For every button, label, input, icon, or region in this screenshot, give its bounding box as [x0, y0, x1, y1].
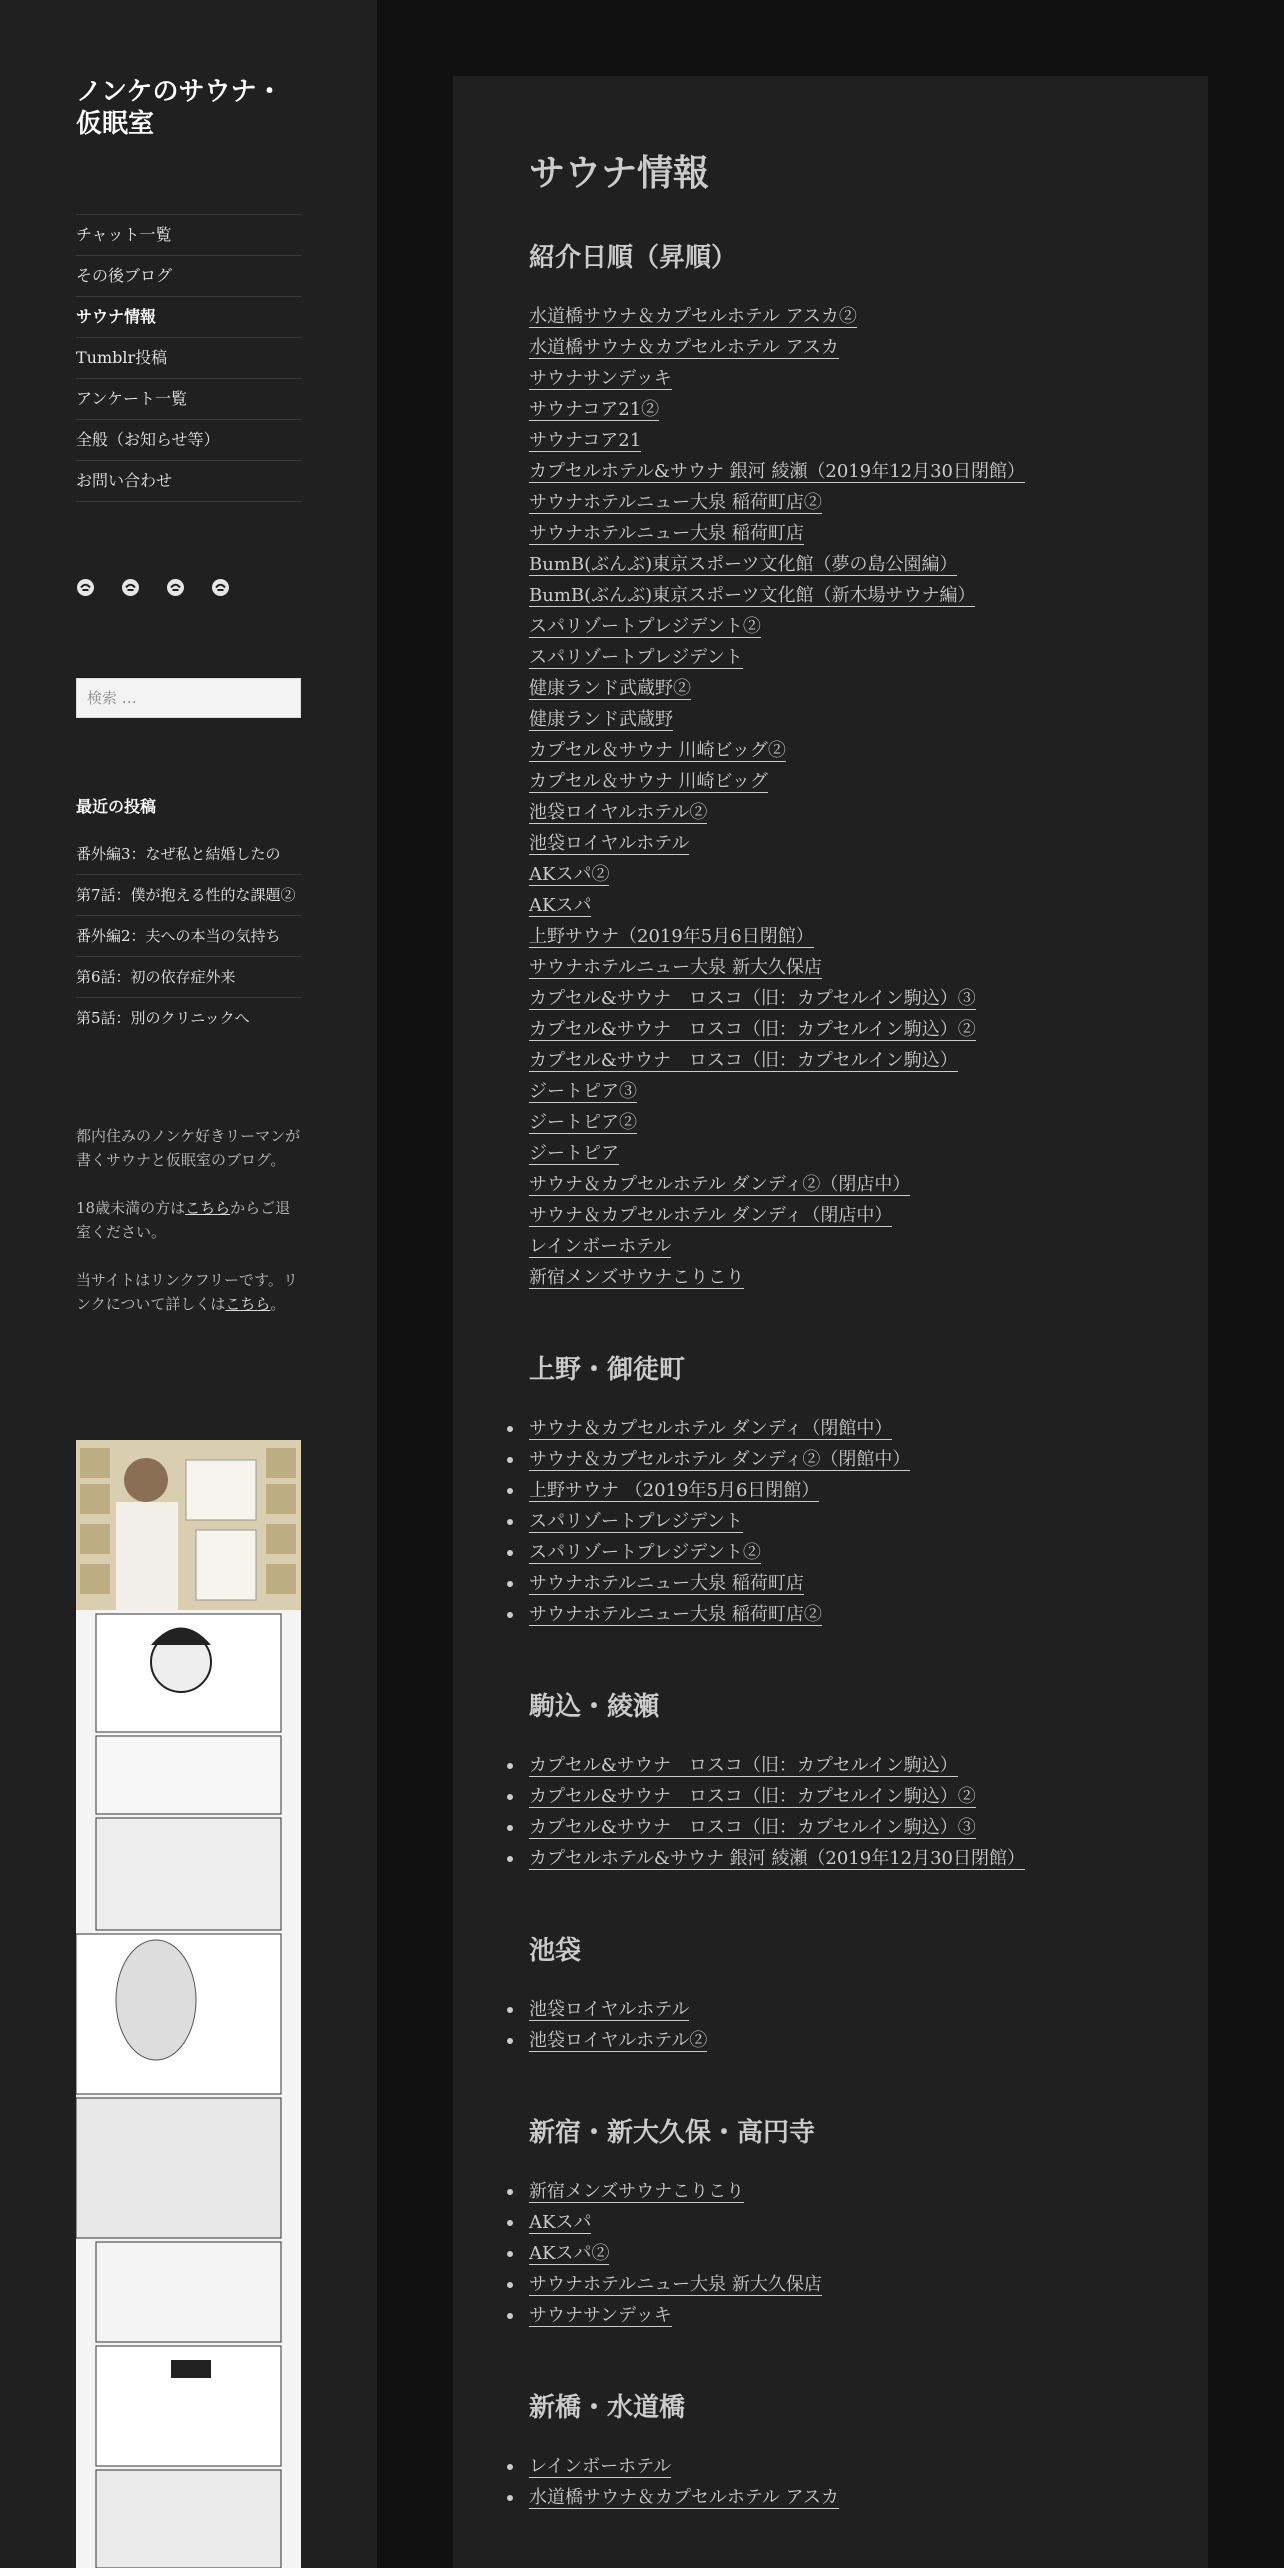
list-item: [529, 580, 1139, 611]
list-item: [529, 1169, 1139, 1200]
sauna-link[interactable]: カプセル&サウナ ロスコ（旧：カプセルイン駒込）③: [529, 1817, 976, 1838]
list-item: [529, 828, 1139, 859]
age-notice-pre: 18歳未満の方は: [76, 1199, 186, 1217]
site-title[interactable]: ノンケのサウナ・仮眠室: [76, 77, 283, 139]
list-item: [529, 456, 1139, 487]
link-icon[interactable]: [166, 578, 185, 597]
link-icon[interactable]: [121, 578, 140, 597]
list-item: [529, 363, 1139, 394]
sauna-link[interactable]: BumB(ぶんぶ)東京スポーツ文化館（新木場サウナ編）: [529, 585, 976, 606]
manga-banner-image[interactable]: [76, 1440, 301, 2568]
sauna-link[interactable]: 新宿メンズサウナこりこり: [529, 2181, 745, 2202]
sauna-link[interactable]: スパリゾートプレジデント②: [529, 1542, 761, 1563]
sauna-list: [529, 301, 1139, 1293]
sauna-link[interactable]: カプセル&サウナ ロスコ（旧：カプセルイン駒込）: [529, 1050, 958, 1071]
manga-illustration: [76, 1440, 301, 2568]
link-icon[interactable]: [211, 578, 230, 597]
sauna-link[interactable]: BumB(ぶんぶ)東京スポーツ文化館（夢の島公園編）: [529, 554, 958, 575]
sauna-link[interactable]: スパリゾートプレジデント②: [529, 616, 761, 637]
section-heading: 新宿・新大久保・高円寺: [529, 2118, 816, 2148]
sauna-link[interactable]: サウナサンデッキ: [529, 2305, 672, 2326]
list-item: [529, 1045, 1139, 1076]
about-text: 都内住みのノンケ好きリーマンが書くサウナと仮眠室のブログ。: [76, 1127, 301, 1169]
sauna-list: [529, 2176, 1139, 2331]
nav-item[interactable]: その後ブログ: [76, 256, 301, 297]
list-item: [529, 1750, 1139, 1781]
sauna-link[interactable]: 水道橋サウナ＆カプセルホテル アスカ②: [529, 306, 857, 327]
recent-post-link[interactable]: 番外編2：夫への本当の気持ち: [76, 916, 301, 957]
list-item: [529, 642, 1139, 673]
sauna-link[interactable]: レインボーホテル: [529, 1236, 672, 1257]
sauna-link[interactable]: 水道橋サウナ＆カプセルホテル アスカ: [529, 337, 839, 358]
list-item: [529, 549, 1139, 580]
sauna-link[interactable]: 水道橋サウナ＆カプセルホテル アスカ: [529, 2487, 839, 2508]
sauna-link[interactable]: AKスパ②: [529, 2243, 610, 2264]
link-policy-post: 。: [270, 1295, 286, 1313]
search-input[interactable]: [76, 678, 301, 718]
link-policy-link[interactable]: こちら: [225, 1295, 271, 1313]
sauna-link[interactable]: AKスパ: [529, 895, 592, 916]
list-item: [529, 1014, 1139, 1045]
sauna-link[interactable]: 上野サウナ （2019年5月6日閉館）: [529, 1480, 820, 1501]
list-item: [529, 1076, 1139, 1107]
nav-item[interactable]: アンケート一覧: [76, 379, 301, 420]
section-heading: 紹介日順（昇順）: [529, 243, 738, 273]
section: [529, 1354, 1139, 1630]
sauna-link[interactable]: カプセル&サウナ ロスコ（旧：カプセルイン駒込）③: [529, 988, 976, 1009]
list-item: [529, 952, 1139, 983]
sauna-link[interactable]: レインボーホテル: [529, 2456, 672, 2477]
recent-posts-list: [76, 834, 301, 1038]
sauna-link[interactable]: 池袋ロイヤルホテル: [529, 833, 690, 854]
list-item: [529, 2238, 1139, 2269]
sauna-link[interactable]: AKスパ: [529, 2212, 592, 2233]
list-item: [529, 735, 1139, 766]
sauna-list: [529, 2451, 1139, 2513]
age-notice: [76, 1196, 301, 1244]
list-item: [529, 1107, 1139, 1138]
section: [529, 2392, 1139, 2513]
list-item: [529, 2176, 1139, 2207]
list-item: [529, 2025, 1139, 2056]
sauna-link[interactable]: 池袋ロイヤルホテル②: [529, 802, 708, 823]
sauna-link[interactable]: 健康ランド武蔵野②: [529, 678, 691, 699]
sauna-link[interactable]: スパリゾートプレジデント: [529, 1511, 743, 1532]
list-item: [529, 673, 1139, 704]
sauna-link[interactable]: カプセルホテル&サウナ 銀河 綾瀬（2019年12月30日閉館）: [529, 461, 1026, 482]
list-item: [529, 1599, 1139, 1630]
sauna-link[interactable]: 健康ランド武蔵野: [529, 709, 673, 730]
list-item: [529, 1506, 1139, 1537]
sauna-link[interactable]: サウナホテルニュー大泉 新大久保店: [529, 957, 822, 978]
list-item: [529, 921, 1139, 952]
link-icon[interactable]: [76, 578, 95, 597]
list-item: [529, 2482, 1139, 2513]
sauna-link[interactable]: サウナホテルニュー大泉 稲荷町店: [529, 1573, 804, 1594]
sauna-link[interactable]: 新宿メンズサウナこりこり: [529, 1267, 745, 1288]
sauna-link[interactable]: カプセル＆サウナ 川崎ビッグ②: [529, 740, 786, 761]
list-item: [529, 890, 1139, 921]
sauna-link[interactable]: カプセルホテル&サウナ 銀河 綾瀬（2019年12月30日閉館）: [529, 1848, 1026, 1869]
about-widget: [76, 1124, 301, 1340]
sauna-list: [529, 1750, 1139, 1874]
sauna-link[interactable]: サウナホテルニュー大泉 稲荷町店②: [529, 492, 822, 513]
list-item: [529, 1537, 1139, 1568]
sauna-link[interactable]: サウナコア21②: [529, 399, 660, 420]
sauna-link[interactable]: カプセル&サウナ ロスコ（旧：カプセルイン駒込）②: [529, 1786, 976, 1807]
sauna-link[interactable]: カプセル＆サウナ 川崎ビッグ: [529, 771, 768, 792]
sauna-link[interactable]: サウナホテルニュー大泉 稲荷町店: [529, 523, 804, 544]
recent-post-link[interactable]: 第5話：別のクリニックへ: [76, 1009, 250, 1027]
sauna-list: [529, 1413, 1139, 1630]
section-heading: 上野・御徒町: [529, 1355, 686, 1385]
sauna-link[interactable]: サウナ＆カプセルホテル ダンディ（閉館中）: [529, 1418, 893, 1439]
main-content-card: [453, 76, 1208, 2568]
sauna-link[interactable]: ジートピア③: [529, 1081, 637, 1102]
list-item: [529, 332, 1139, 363]
article: [529, 152, 1139, 2513]
sauna-link[interactable]: AKスパ②: [529, 864, 610, 885]
recent-post-link[interactable]: 第7話：僕が抱える性的な課題②: [76, 875, 301, 916]
sidebar: [0, 0, 377, 2568]
list-item: [529, 1475, 1139, 1506]
sauna-link[interactable]: サウナ＆カプセルホテル ダンディ（閉店中）: [529, 1205, 893, 1226]
nav-item[interactable]: 全般（お知らせ等）: [76, 420, 301, 461]
sauna-sections: [529, 242, 1139, 2513]
list-item: [529, 1812, 1139, 1843]
list-item: [529, 2300, 1139, 2331]
sauna-link[interactable]: 池袋ロイヤルホテル: [529, 1999, 690, 2020]
age-exit-link[interactable]: こちら: [185, 1199, 231, 1217]
list-item: [529, 425, 1139, 456]
section: [529, 1935, 1139, 2056]
sauna-link[interactable]: カプセル&サウナ ロスコ（旧：カプセルイン駒込）②: [529, 1019, 976, 1040]
list-item: [529, 1843, 1139, 1874]
list-item: [529, 1231, 1139, 1262]
list-item: [529, 1200, 1139, 1231]
section: [529, 1691, 1139, 1874]
list-item: [529, 1994, 1139, 2025]
main-navigation: [76, 214, 301, 502]
nav-item[interactable]: お問い合わせ: [76, 461, 301, 502]
link-policy: [76, 1268, 301, 1316]
list-item: [529, 2207, 1139, 2238]
list-item: [529, 518, 1139, 549]
sauna-link[interactable]: サウナホテルニュー大泉 新大久保店: [529, 2274, 822, 2295]
sauna-link[interactable]: カプセル&サウナ ロスコ（旧：カプセルイン駒込）: [529, 1755, 958, 1776]
sauna-list: [529, 1994, 1139, 2056]
search-placeholder: 検索 …: [87, 689, 137, 707]
list-item: [529, 301, 1139, 332]
sauna-link[interactable]: サウナ＆カプセルホテル ダンディ②（閉館中）: [529, 1449, 911, 1470]
list-item: [529, 704, 1139, 735]
nav-item[interactable]: チャット一覧: [76, 215, 301, 256]
list-item: [529, 983, 1139, 1014]
list-item: [529, 1781, 1139, 1812]
list-item: [529, 1138, 1139, 1169]
nav-item[interactable]: Tumblr投稿: [76, 338, 301, 379]
list-item: [529, 394, 1139, 425]
section: [529, 2117, 1139, 2331]
sauna-link[interactable]: サウナサンデッキ: [529, 368, 672, 389]
recent-posts-title: 最近の投稿: [76, 797, 157, 816]
section-heading: 駒込・綾瀬: [529, 1692, 660, 1722]
list-item: [529, 2451, 1139, 2482]
list-item: [529, 766, 1139, 797]
nav-item[interactable]: サウナ情報: [76, 297, 301, 338]
social-links: [76, 578, 301, 604]
sauna-link[interactable]: サウナホテルニュー大泉 稲荷町店②: [529, 1604, 822, 1625]
sauna-link[interactable]: スパリゾートプレジデント: [529, 647, 743, 668]
age-notice-post: からご退室ください。: [76, 1199, 291, 1241]
list-item: [529, 487, 1139, 518]
recent-post-link[interactable]: 番外編3：なぜ私と結婚したの: [76, 834, 301, 875]
sauna-link[interactable]: ジートピア: [529, 1143, 619, 1164]
sauna-link[interactable]: サウナ＆カプセルホテル ダンディ②（閉店中）: [529, 1174, 911, 1195]
sauna-link[interactable]: ジートピア②: [529, 1112, 637, 1133]
recent-post-link[interactable]: 第6話：初の依存症外来: [76, 957, 301, 998]
list-item: [529, 1444, 1139, 1475]
section: [529, 242, 1139, 1293]
section-heading: 新橋・水道橋: [529, 2393, 686, 2423]
list-item: [529, 1568, 1139, 1599]
list-item: [529, 2269, 1139, 2300]
section-heading: 池袋: [529, 1936, 582, 1966]
list-item: [529, 1413, 1139, 1444]
sauna-link[interactable]: 上野サウナ（2019年5月6日閉館）: [529, 926, 814, 947]
link-policy-pre: 当サイトはリンクフリーです。リンクについて詳しくは: [76, 1271, 298, 1313]
list-item: [529, 797, 1139, 828]
page-title: サウナ情報: [529, 153, 710, 194]
list-item: [529, 1262, 1139, 1293]
list-item: [529, 859, 1139, 890]
sauna-link[interactable]: 池袋ロイヤルホテル②: [529, 2030, 708, 2051]
list-item: [529, 611, 1139, 642]
sauna-link[interactable]: サウナコア21: [529, 430, 642, 451]
